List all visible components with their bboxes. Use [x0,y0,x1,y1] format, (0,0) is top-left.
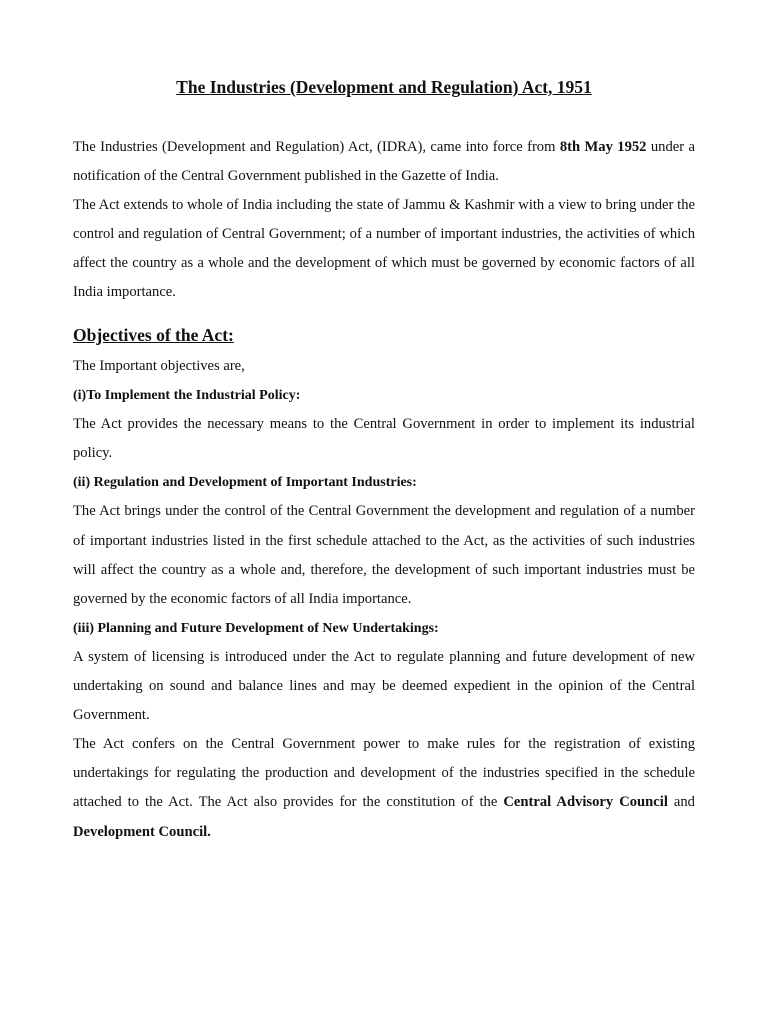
intro-text-b: under a notification of the Central Government published in the Gazette of India. [73,139,695,185]
objectives-section [73,322,695,847]
effective-date: 8th May 1952 [559,139,647,155]
document-title: The Industries (Development and Regulation) Act, 1951 [176,77,592,97]
closing-paragraph [73,730,695,846]
development-council: Development Council. [73,823,211,840]
closing-text-b: and [667,794,695,811]
intro-text-a: The Industries (Development and Regulation) Act, (IDRA), came into force from [73,139,560,155]
intro-section [73,133,695,308]
objectives-lead: The Important objectives are, [73,358,245,374]
objective-subheading-1: (i)To Implement the Industrial Policy: [73,388,301,404]
intro-paragraph-1 [73,133,695,191]
intro-paragraph-2: The Act extends to whole of India including the state of Jammu & Kashmir with a view to bring under the control and regulation of Central Government; of a number of important industries, the activities of which affect the country as a whole and the development of which must be governed by economic factors of all India importance. [73,197,695,301]
objectives-heading: Objectives of the Act: [73,325,234,345]
closing-text-a: The Act confers on the Central Government power to make rules for the registration of existing undertakings for regulating the production and development of the industries specified in the schedule attached to the Act. The Act also provides for the constitution of the [73,736,695,811]
central-advisory-council: Central Advisory Council [503,794,668,811]
objective-text-3: A system of licensing is introduced under the Act to regulate planning and future development of new undertaking on sound and balance lines and may be deemed expedient in the opinion of the Central Government. [73,648,695,724]
objective-text-2: The Act brings under the control of the Central Government the development and regulation of a number of important industries listed in the first schedule attached to the Act, as the activities of such industries will affect the country as a whole and, therefore, the development of such important industries must be governed by the economic factors of all India importance. [73,503,695,607]
objective-text-1: The Act provides the necessary means to the Central Government in order to implement its industrial policy. [73,416,695,462]
objective-subheading-3: (iii) Planning and Future Development of New Undertakings: [73,620,439,636]
objective-subheading-2: (ii) Regulation and Development of Important Industries: [73,475,417,491]
